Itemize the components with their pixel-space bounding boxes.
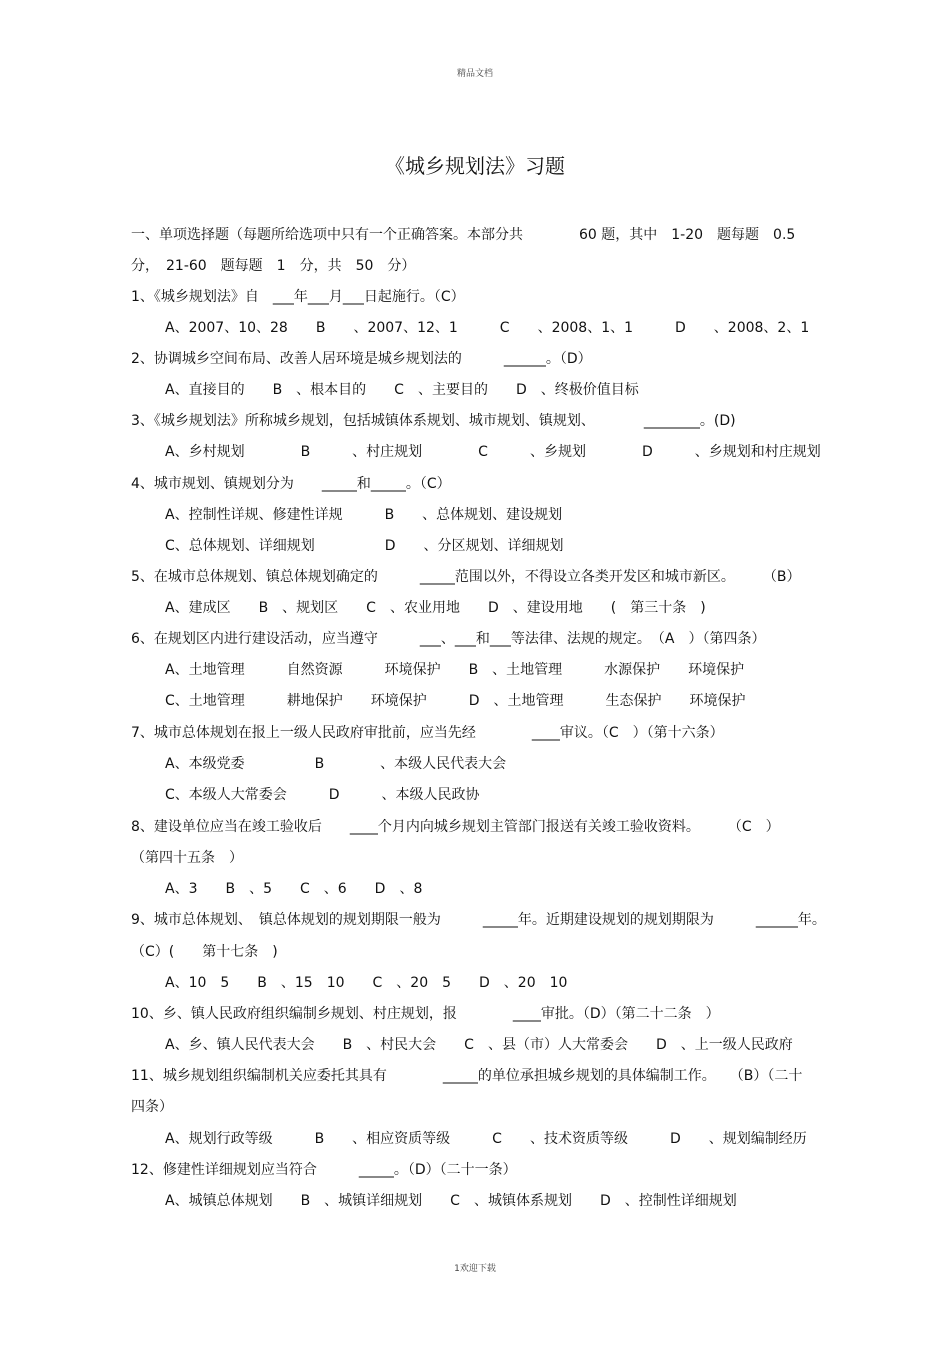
line: 10、乡、镇人民政府组织编制乡规划、村庄规划，报 ____审批。（D）（第二十二条 ） xyxy=(131,1006,720,1022)
line: 1、《城乡规划法》自 ___年___月___日起施行。（C） xyxy=(131,289,465,305)
line: 11、城乡规划组织编制机关应委托其具有 _____的单位承担城乡规划的具体编制工作。 （B）（二十 xyxy=(131,1068,803,1084)
line: 4、城市规划、镇规划分为 _____和_____。（C） xyxy=(131,476,451,492)
line: A、本级党委 B 、本级人民代表大会 xyxy=(165,756,507,772)
line: A、规划行政等级 B 、相应资质等级 C 、技术资质等级 D 、规划编制经历 xyxy=(165,1131,807,1147)
line: A、3 B 、5 C 、6 D 、8 xyxy=(165,881,423,897)
line: A、乡村规划 B 、村庄规划 C 、乡规划 D 、乡规划和村庄规划 xyxy=(165,444,821,460)
line: 3、《城乡规划法》所称城乡规划，包括城镇体系规划、城市规划、镇规划、 ________。(D) xyxy=(131,413,736,429)
line: C、土地管理 耕地保护 环境保护 D 、土地管理 生态保护 环境保护 xyxy=(165,693,746,709)
line: C、总体规划、详细规划 D 、分区规划、详细规划 xyxy=(165,538,564,554)
line: 12、修建性详细规划应当符合 _____。（D）（二十一条） xyxy=(131,1162,517,1178)
line: （第四十五条 ） xyxy=(131,850,243,866)
line: （C）( 第十七条 ) xyxy=(131,944,278,960)
line: 5、在城市总体规划、镇总体规划确定的 _____范围以外，不得设立各类开发区和城市新区。 （B） xyxy=(131,569,801,585)
line: A、建成区 B 、规划区 C 、农业用地 D 、建设用地 ( 第三十条 ) xyxy=(165,600,706,616)
line: 7、城市总体规划在报上一级人民政府审批前，应当先经 ____审议。（C ）（第十六条） xyxy=(131,725,724,741)
line: 9、城市总体规划、 镇总体规划的规划期限一般为 _____年。近期建设规划的规划期限为 ______年。 xyxy=(131,912,826,928)
line: 四条） xyxy=(131,1099,173,1115)
line: A、2007、10、28 B 、2007、12、1 C 、2008、1、1 D 、2008、2、1 xyxy=(165,320,810,336)
page-header: 精品文档 xyxy=(456,69,493,79)
line: 一、单项选择题（每题所给选项中只有一个正确答案。本部分共 60 题，其中 1-20 题每题 0.5 xyxy=(131,227,796,243)
line: A、控制性详规、修建性详规 B 、总体规划、建设规划 xyxy=(165,507,563,523)
line: C、本级人大常委会 D 、本级人民政协 xyxy=(165,787,480,803)
line: A、城镇总体规划 B 、城镇详细规划 C 、城镇体系规划 D 、控制性详细规划 xyxy=(165,1193,737,1209)
page-footer: 1欢迎下载 xyxy=(454,1264,496,1274)
line: 6、在规划区内进行建设活动，应当遵守 ___、___和___等法律、法规的规定。 （A ）（第四条） xyxy=(131,631,766,647)
line: 2、协调城乡空间布局、改善人居环境是城乡规划法的 ______。（D） xyxy=(131,351,592,367)
line: 8、建设单位应当在竣工验收后 ____个月内向城乡规划主管部门报送有关竣工验收资料。 （C ） xyxy=(131,819,780,835)
document-title: 《城乡规划法》习题 xyxy=(385,154,565,178)
line: 分， 21-60 题每题 1 分，共 50 分） xyxy=(131,258,416,274)
line: A、10 5 B 、15 10 C 、20 5 D 、20 10 xyxy=(165,975,568,991)
line: A、土地管理 自然资源 环境保护 B 、土地管理 水源保护 环境保护 xyxy=(165,662,745,678)
line: A、乡、镇人民代表大会 B 、村民大会 C 、县（市）人大常委会 D 、上一级人民政府 xyxy=(165,1037,793,1053)
line: A、直接目的 B 、根本目的 C 、主要目的 D 、终极价值目标 xyxy=(165,382,639,398)
